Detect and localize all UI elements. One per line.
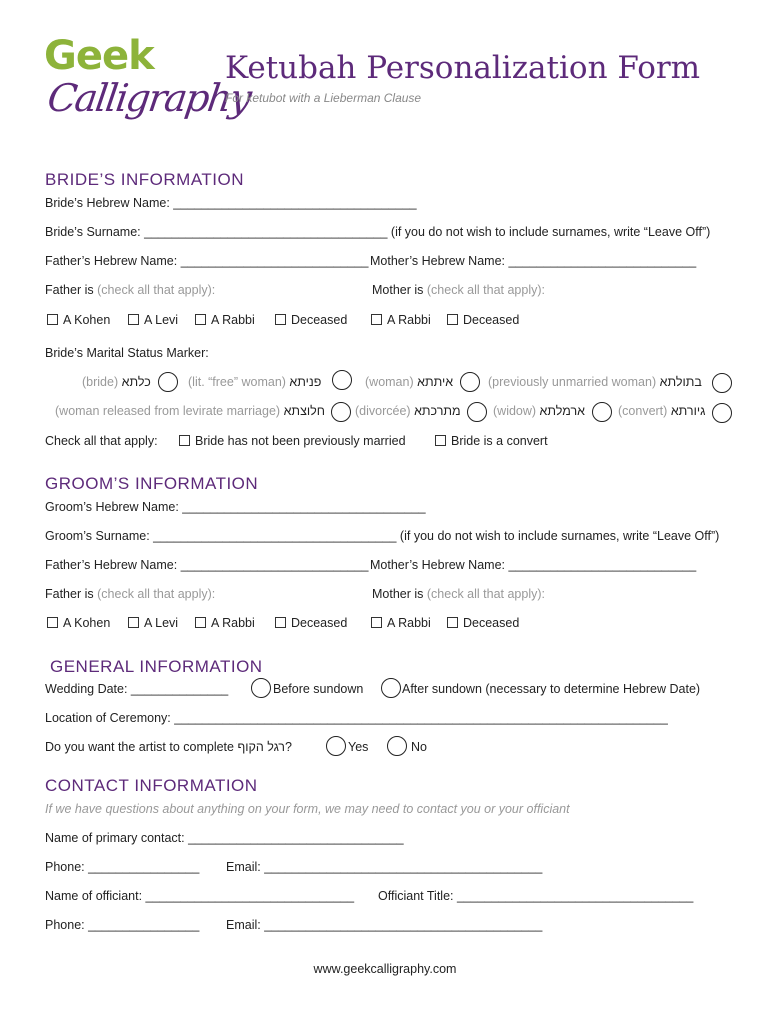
marital-hebrew: פניתא [289, 375, 322, 389]
marital-hebrew: בתולתא [659, 375, 702, 389]
groom-father-is-label [45, 587, 215, 601]
marital-hebrew: ארמלתא [539, 404, 586, 418]
marital-hebrew: מתרכתא [414, 404, 461, 418]
marital-option-free-woman [188, 375, 321, 389]
checkbox-icon[interactable] [275, 314, 286, 325]
checkbox-icon[interactable] [275, 617, 286, 628]
before-sundown-label: Before sundown [273, 682, 364, 696]
officiant-name-field[interactable]: Name of officiant: ______________________________ [45, 889, 355, 903]
artist-no-radio[interactable] [387, 736, 407, 756]
before-sundown-radio[interactable] [251, 678, 271, 698]
marital-radio-levirate[interactable] [331, 402, 351, 422]
groom-surname-field[interactable]: Groom’s Surname: ___________________________________ (if you do not wish to include surnames, write “Leave Off”) [45, 529, 720, 543]
bride-convert-checkbox[interactable] [435, 434, 548, 448]
checkbox-icon[interactable] [447, 314, 458, 325]
bride-mother-deceased-checkbox[interactable] [447, 313, 519, 327]
groom-father-kohen-checkbox[interactable] [47, 616, 110, 630]
primary-phone-field[interactable]: Phone: ________________ [45, 860, 200, 874]
checkbox-icon[interactable] [371, 314, 382, 325]
artist-yes-label: Yes [348, 740, 369, 754]
checkbox-icon[interactable] [435, 435, 446, 446]
father-is-text: Father is [45, 283, 94, 297]
marital-hebrew: איתתא [417, 375, 454, 389]
checkbox-label: A Levi [144, 616, 179, 630]
marital-hebrew: גיורתא [670, 404, 706, 418]
check-all-note: (check all that apply): [426, 587, 545, 601]
marital-note: (lit. “free” woman) [188, 375, 286, 389]
marital-note: (bride) [82, 375, 119, 389]
checkbox-icon[interactable] [371, 617, 382, 628]
marital-note: (woman released from levirate marriage) [55, 404, 281, 418]
marital-option-convert [618, 404, 705, 418]
groom-hebrew-name-field[interactable]: Groom’s Hebrew Name: ___________________________________ [45, 500, 426, 514]
marital-radio-unmarried[interactable] [712, 373, 732, 393]
groom-father-hebrew-name-field[interactable]: Father’s Hebrew Name: ___________________________ [45, 558, 369, 572]
checkbox-icon[interactable] [128, 314, 139, 325]
marital-option-widow [493, 404, 585, 418]
marital-note: (widow) [493, 404, 537, 418]
mother-is-text: Mother is [372, 283, 424, 297]
marital-option-woman [365, 375, 453, 389]
officiant-title-field[interactable]: Officiant Title: __________________________________ [378, 889, 694, 903]
marital-radio-woman[interactable] [460, 372, 480, 392]
checkbox-icon[interactable] [128, 617, 139, 628]
checkbox-icon[interactable] [195, 314, 206, 325]
groom-father-levi-checkbox[interactable] [128, 616, 178, 630]
checkbox-icon[interactable] [179, 435, 190, 446]
check-all-note: (check all that apply): [97, 587, 216, 601]
check-all-note: (check all that apply): [97, 283, 216, 297]
checkbox-label: A Rabbi [211, 616, 255, 630]
marital-option-unmarried [488, 375, 702, 389]
marital-option-divorcee [355, 404, 461, 418]
checkbox-label: Bride has not been previously married [195, 434, 406, 448]
groom-mother-deceased-checkbox[interactable] [447, 616, 519, 630]
checkbox-label: A Rabbi [387, 313, 431, 327]
groom-mother-is-label [372, 587, 545, 601]
marital-note: (woman) [365, 375, 414, 389]
artist-no-label: No [411, 740, 427, 754]
bride-surname-field[interactable]: Bride’s Surname: ___________________________________ (if you do not wish to include surnames, write “Leave Off”) [45, 225, 711, 239]
marital-note: (divorcée) [355, 404, 411, 418]
checkbox-icon[interactable] [47, 617, 58, 628]
after-sundown-label: After sundown (necessary to determine Hebrew Date) [402, 682, 701, 696]
bride-father-is-label [45, 283, 215, 297]
checkbox-icon[interactable] [195, 617, 206, 628]
bride-mother-rabbi-checkbox[interactable] [371, 313, 431, 327]
bride-father-kohen-checkbox[interactable] [47, 313, 110, 327]
marital-note: (convert) [618, 404, 668, 418]
officiant-phone-field[interactable]: Phone: ________________ [45, 918, 200, 932]
checkbox-label: Deceased [463, 616, 520, 630]
marital-note: (previously unmarried woman) [488, 375, 657, 389]
primary-email-field[interactable]: Email: ________________________________________ [226, 860, 543, 874]
bride-marital-status-label: Bride’s Marital Status Marker: [45, 346, 209, 360]
groom-section-heading: GROOM’S INFORMATION [45, 474, 259, 493]
artist-yes-radio[interactable] [326, 736, 346, 756]
primary-contact-field[interactable]: Name of primary contact: _______________________________ [45, 831, 404, 845]
checkbox-label: A Rabbi [211, 313, 255, 327]
marital-radio-widow[interactable] [592, 402, 612, 422]
marital-option-levirate [55, 404, 325, 418]
page-subtitle: For ketubot with a Lieberman Clause [225, 91, 422, 105]
ceremony-location-field[interactable]: Location of Ceremony: _______________________________________________________________________ [45, 711, 668, 725]
groom-father-rabbi-checkbox[interactable] [195, 616, 255, 630]
bride-check-all-label: Check all that apply: [45, 434, 158, 448]
marital-radio-convert[interactable] [712, 403, 732, 423]
checkbox-label: Deceased [463, 313, 520, 327]
footer-url[interactable]: www.geekcalligraphy.com [313, 962, 457, 976]
marital-radio-divorcee[interactable] [467, 402, 487, 422]
checkbox-label: A Levi [144, 313, 179, 327]
checkbox-label: A Rabbi [387, 616, 431, 630]
checkbox-label: Deceased [291, 313, 348, 327]
checkbox-label: A Kohen [63, 313, 111, 327]
groom-mother-rabbi-checkbox[interactable] [371, 616, 431, 630]
general-section-heading: GENERAL INFORMATION [50, 657, 263, 676]
checkbox-icon[interactable] [47, 314, 58, 325]
logo-calligraphy: Calligraphy [44, 76, 253, 120]
bride-father-rabbi-checkbox[interactable] [195, 313, 255, 327]
mother-is-text: Mother is [372, 587, 424, 601]
logo-geek: Geek [44, 33, 154, 79]
checkbox-label: Bride is a convert [451, 434, 548, 448]
marital-radio-bride[interactable] [158, 372, 178, 392]
bride-father-hebrew-name-field[interactable]: Father’s Hebrew Name: ___________________________ [45, 254, 369, 268]
artist-question-label: Do you want the artist to complete רגל הקוף? [45, 740, 292, 754]
groom-father-deceased-checkbox[interactable] [275, 616, 347, 630]
checkbox-icon[interactable] [447, 617, 458, 628]
bride-mother-hebrew-name-field[interactable]: Mother’s Hebrew Name: ___________________________ [370, 254, 697, 268]
checkbox-label: A Kohen [63, 616, 111, 630]
after-sundown-radio[interactable] [381, 678, 401, 698]
bride-father-deceased-checkbox[interactable] [275, 313, 347, 327]
checkbox-label: Deceased [291, 616, 348, 630]
bride-section-heading: BRIDE’S INFORMATION [45, 170, 245, 189]
marital-option-bride [82, 375, 151, 389]
officiant-email-field[interactable]: Email: ________________________________________ [226, 918, 543, 932]
marital-hebrew: חלוצתא [283, 404, 325, 418]
marital-radio-free-woman[interactable] [332, 370, 352, 390]
groom-mother-hebrew-name-field[interactable]: Mother’s Hebrew Name: ___________________________ [370, 558, 697, 572]
bride-not-married-checkbox[interactable] [179, 434, 406, 448]
bride-hebrew-name-field[interactable]: Bride’s Hebrew Name: ___________________________________ [45, 196, 417, 210]
bride-mother-is-label [372, 283, 545, 297]
bride-father-levi-checkbox[interactable] [128, 313, 178, 327]
contact-note: If we have questions about anything on your form, we may need to contact you or your officiant [45, 802, 570, 816]
marital-hebrew: כלתא [121, 375, 151, 389]
father-is-text: Father is [45, 587, 94, 601]
check-all-note: (check all that apply): [426, 283, 545, 297]
page-title: Ketubah Personalization Form [225, 50, 701, 86]
wedding-date-field[interactable]: Wedding Date: ______________ [45, 682, 229, 696]
contact-section-heading: CONTACT INFORMATION [45, 776, 258, 795]
